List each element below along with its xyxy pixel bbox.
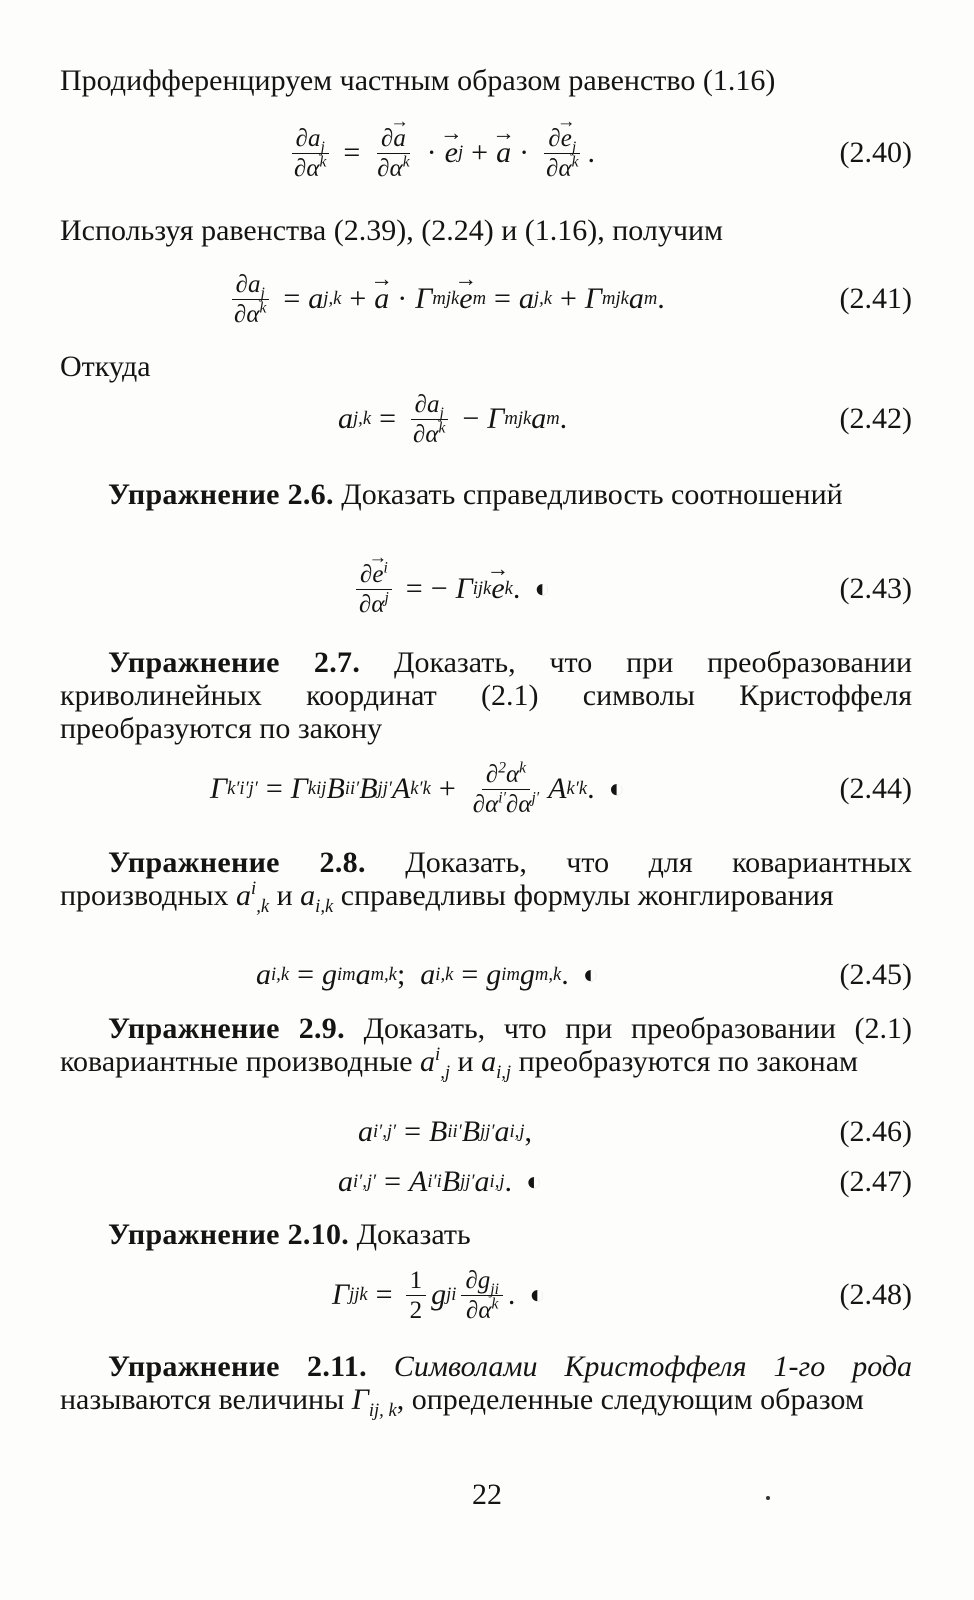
exercise-text: Доказать, что при преобразовании криволинейных координат (2.1) символы Кристоффеля преобразуются по закону (60, 646, 912, 745)
exercise-title: Упражнение 2.7. (108, 646, 361, 679)
exercise-title: Упражнение 2.11. (108, 1350, 367, 1383)
exercise-2-8: Упражнение 2.8. Доказать, что для ковариантных производных $a^i_{,k}$ и $a_{i,k}$ справедливы формулы жонглирования (60, 846, 912, 917)
exercise-text: Доказать справедливость соотношений (341, 478, 843, 511)
equation-2-44 (60, 752, 912, 826)
paragraph-whence (60, 350, 912, 383)
paragraph-text: Откуда (60, 350, 151, 383)
exercise-2-10 (60, 1218, 912, 1251)
end-of-exercise-icon: ◐ (608, 774, 625, 803)
exercise-text: Доказать (356, 1218, 471, 1251)
exercise-text-before: Доказать, что при преобразовании (2.1) ковариантные производные (60, 1012, 913, 1078)
end-of-exercise-icon: ◐ (582, 960, 599, 989)
paragraph-text: Продифференцируем частным образом равенство (1.16) (60, 64, 776, 97)
formula-2-43: $\frac{\partial\to e^i}{\partial\alpha^j}$ = − Γ i jk → e k . ◐ (350, 552, 550, 626)
exercise-2-11: Упражнение 2.11. Символами Кристоффеля 1-го рода называются величины $\Gamma_{ij, k}$, определенные следующим образом (60, 1350, 912, 1421)
formula-2-41: $\frac{\partial a_j}{\partial\alpha^k}$ = a j,k + → a · Γ m jk → e m = a j,k + Γ m jk a m . (225, 262, 665, 336)
equation-number: (2.45) (839, 958, 912, 991)
equation-2-46 (60, 1110, 912, 1154)
equation-2-40 (60, 116, 912, 190)
page-number: 22 (472, 1478, 502, 1511)
formula-2-47: a i′ ,j′ = A i′ i B j j′ a i ,j . ◐ (338, 1165, 542, 1198)
equation-number: (2.40) (839, 136, 912, 169)
formula-2-42: a j,k = $\frac{\partial a_j}{\partial\alpha^k}$ − Γ m jk a m . (338, 390, 568, 448)
exercise-conjunction: и (276, 879, 293, 912)
paragraph-using (60, 214, 912, 247)
exercise-2-9: Упражнение 2.9. Доказать, что при преобразовании (2.1) ковариантные производные $a^i_{,j}$ и $a_{i,j}$ преобразуются по законам (60, 1012, 913, 1083)
equation-2-47 (60, 1158, 912, 1206)
equation-number: (2.42) (839, 402, 912, 435)
exercise-2-7 (60, 646, 912, 745)
equation-2-45 (60, 938, 912, 1012)
equation-number: (2.46) (839, 1115, 912, 1148)
equation-number: (2.43) (839, 572, 912, 605)
exercise-text-mid: называются величины (60, 1383, 345, 1416)
formula-2-44: Γ k′ i′j′ = Γ k ij B i i′ B j j′ A k′ k + $\frac{\partial^2\alpha^k}{\partial\alpha^{i'}\partial\alpha^{j'}}$ A k′ k . ◐ (210, 759, 625, 818)
exercise-title: Упражнение 2.9. (108, 1012, 345, 1045)
exercise-text-after: , определенные следующим образом (396, 1383, 864, 1416)
formula-2-40: $\frac{\partial a_j}{\partial\alpha^k}$ = $\frac{\partial\to a}{\partial\alpha^k}$ · → e j + → a · $\frac{\partial\to e_j}{\partial\alpha^k}$ . (285, 116, 595, 190)
paragraph-text: Используя равенства (2.39), (2.24) и (1.16), получим (60, 214, 724, 247)
equation-number: (2.47) (839, 1165, 912, 1198)
equation-2-48 (60, 1258, 912, 1332)
exercise-title: Упражнение 2.8. (108, 846, 366, 879)
equation-number: (2.44) (839, 772, 912, 805)
exercise-conjunction: и (457, 1045, 474, 1078)
exercise-text-after: преобразуются по законам (518, 1045, 858, 1078)
exercise-text-before: Доказать, что для ковариантных производных (60, 846, 912, 912)
equation-2-42 (60, 382, 912, 456)
equation-number: (2.48) (839, 1278, 912, 1311)
end-of-exercise-icon: ◐ (534, 574, 551, 603)
equation-2-41 (60, 262, 912, 336)
equation-number: (2.41) (839, 282, 912, 315)
formula-2-48: Γ j jk = $\frac{1}{2}$ g ji $\frac{\partial g_{ji}}{\partial\alpha^k}$ . ◐ (332, 1266, 546, 1324)
formula-2-46: a i′,j′ = B i i′ B j j′ a i,j , (358, 1115, 532, 1148)
formula-2-45: a i ,k = g im a m,k ; a i,k = g im g m ,k . ◐ (256, 958, 599, 991)
exercise-text-after: справедливы формулы жонглирования (340, 879, 834, 912)
exercise-title: Упражнение 2.10. (108, 1218, 350, 1251)
print-speck (766, 1496, 770, 1500)
exercise-title: Упражнение 2.6. (108, 478, 334, 511)
exercise-2-6 (60, 478, 912, 511)
end-of-exercise-icon: ◐ (526, 1167, 542, 1196)
end-of-exercise-icon: ◐ (529, 1280, 546, 1309)
exercise-italic-text: Символами Кристоффеля 1-го рода (393, 1350, 912, 1383)
paragraph-differentiate (60, 64, 912, 97)
equation-2-43 (60, 552, 912, 626)
